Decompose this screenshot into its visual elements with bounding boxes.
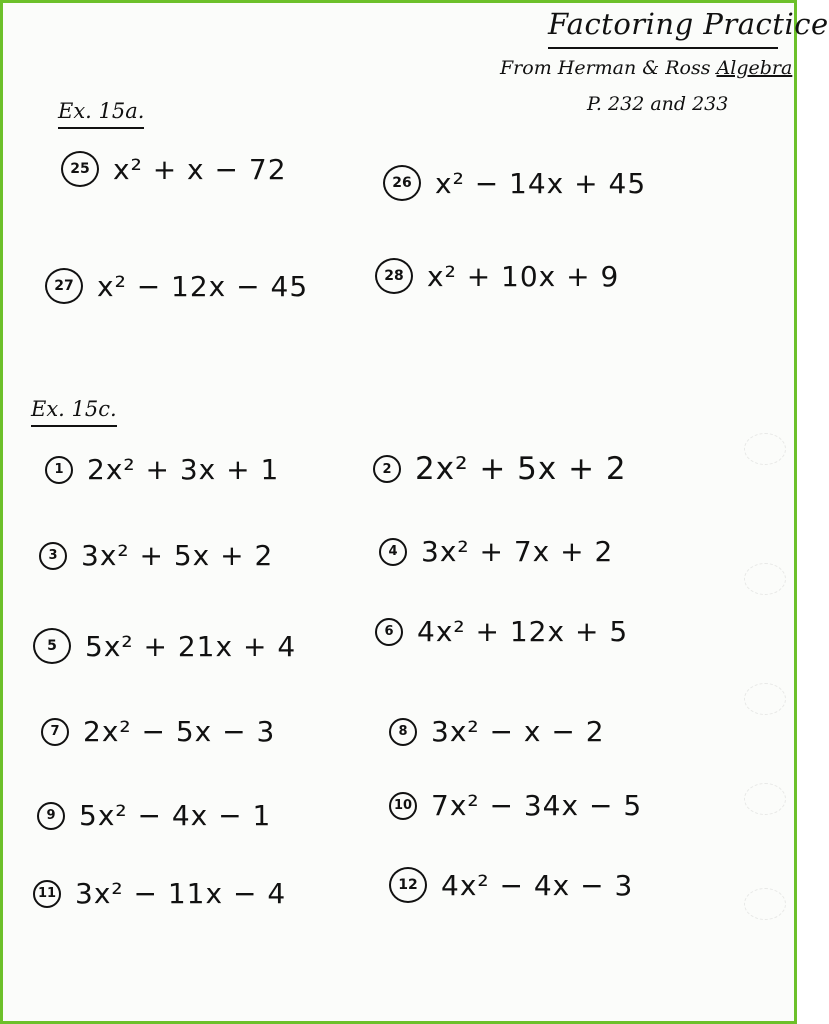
problem-12 [389,867,633,903]
problem-expression: 4x² − 4x − 3 [441,868,634,902]
problem-expression: 7x² − 34x − 5 [431,789,643,822]
problem-1 [45,453,279,486]
problem-number: 5 [33,628,71,664]
problem-27 [45,268,308,304]
source-line [500,57,792,79]
problem-number: 27 [45,268,83,304]
section-label-15c: Ex. 15c. [31,397,117,427]
problem-number: 2 [373,455,401,483]
problem-number: 6 [375,618,403,646]
problem-25 [61,151,287,187]
problem-28 [375,258,619,294]
title-underline [548,47,778,49]
problem-expression: 3x² − x − 2 [431,715,605,748]
problem-expression: 3x² − 11x − 4 [75,877,287,910]
bleed-through-mark [744,433,786,465]
problem-10 [389,789,642,822]
source-prefix: From Herman & Ross [500,57,711,79]
problem-7 [41,715,275,748]
problem-expression: 3x² + 5x + 2 [81,539,274,572]
problem-number: 25 [61,151,99,187]
page-title: Factoring Practice [548,7,829,41]
problem-expression: 5x² − 4x − 1 [79,799,272,832]
problem-number: 12 [389,867,427,903]
problem-expression: x² − 14x + 45 [435,166,647,200]
problem-number: 3 [39,542,67,570]
problem-4 [379,535,613,568]
problem-expression: 2x² + 5x + 2 [415,451,627,487]
source-pages: P. 232 and 233 [587,93,729,115]
problem-number: 1 [45,456,73,484]
problem-3 [39,539,273,572]
problem-number: 7 [41,718,69,746]
problem-26 [383,165,646,201]
problem-6 [375,615,628,648]
bleed-through-mark [744,888,786,920]
problem-number: 9 [37,802,65,830]
problem-expression: 2x² + 3x + 1 [87,453,280,486]
problem-expression: 3x² + 7x + 2 [421,535,614,568]
problem-expression: x² − 12x − 45 [97,269,309,303]
problem-expression: x² + x − 72 [113,152,287,186]
problem-8 [389,715,605,748]
problem-number: 4 [379,538,407,566]
problem-expression: 5x² + 21x + 4 [85,629,297,663]
problem-5 [33,628,296,664]
problem-9 [37,799,271,832]
section-label-15a: Ex. 15a. [58,99,144,129]
bleed-through-mark [744,683,786,715]
problem-number: 28 [375,258,413,294]
problem-expression: x² + 10x + 9 [427,259,620,293]
bleed-through-mark [744,783,786,815]
problem-2 [373,451,627,487]
problem-number: 8 [389,718,417,746]
problem-number: 11 [33,880,61,908]
problem-expression: 4x² + 12x + 5 [417,615,629,648]
problem-number: 10 [389,792,417,820]
problem-expression: 2x² − 5x − 3 [83,715,276,748]
bleed-through-mark [744,563,786,595]
problem-11 [33,877,286,910]
problem-number: 26 [383,165,421,201]
source-book: Algebra [716,57,793,79]
